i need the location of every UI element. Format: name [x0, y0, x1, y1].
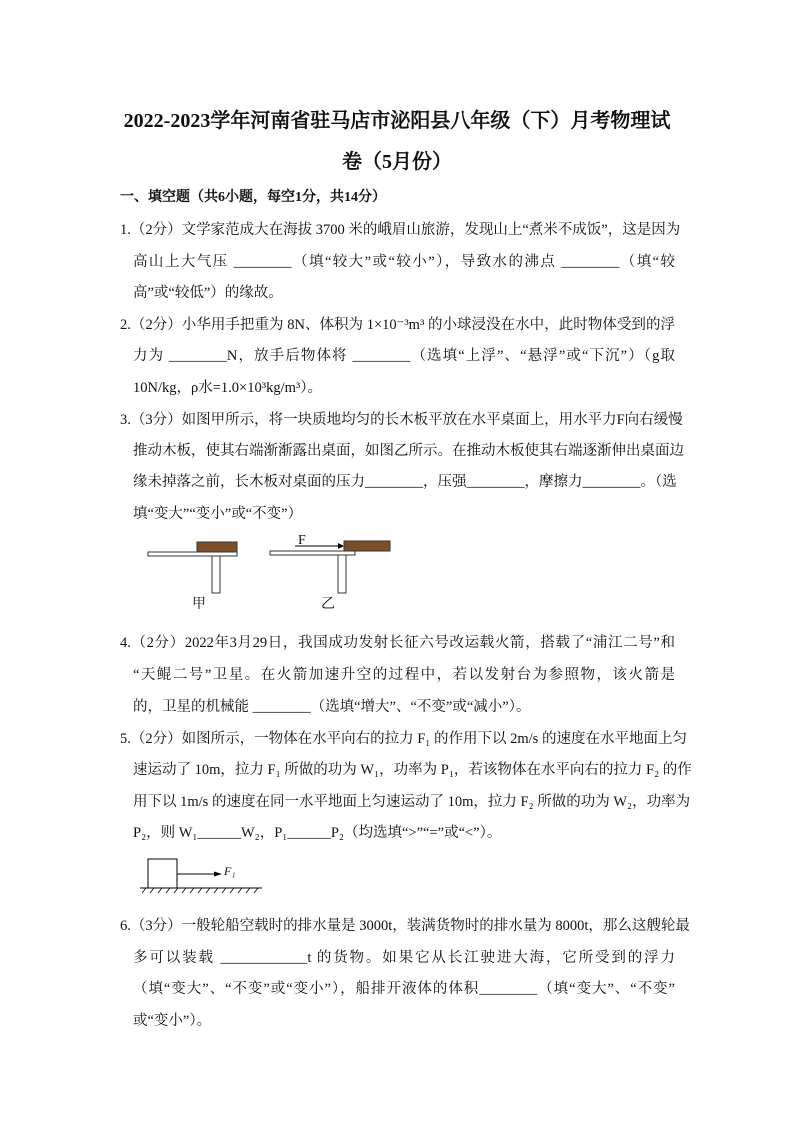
board-table-figure	[140, 530, 400, 600]
table-leg-b	[338, 555, 346, 593]
question-5-line: 用下以 1m/s 的速度在同一水平地面上匀速运动了 10m，拉力 F₂ 所做的功为 W₂，功率为	[133, 794, 691, 810]
question-4-line: “天鲲二号”卫星。在火箭加速升空的过程中，若以发射台为参照物，该火箭是	[133, 667, 675, 683]
table-top-a	[148, 552, 237, 556]
board-b	[344, 541, 390, 551]
question-5-line: 速运动了 10m，拉力 F₁ 所做的功为 W₁，功率为 P₁，若该物体在水平向右的拉力 F₂ 的作	[133, 762, 692, 778]
board-a	[197, 542, 237, 552]
question-2-line: 力为 ________N，放手后物体将 ________（选填“上浮”、“悬浮”或“下沉”）（g取	[133, 348, 675, 364]
figure-label-yi: 乙	[321, 597, 335, 612]
page-title: 2022-2023学年河南省驻马店市泌阳县八年级（下）月考物理试	[123, 110, 671, 132]
question-4-line: 4.（2分）2022年3月29日，我国成功发射长征六号改运载火箭，搭载了“浦江二号”和	[120, 635, 675, 651]
question-2-line: 2.（2分）小华用手把重为 8N、体积为 1×10⁻³m³ 的小球浸没在水中，此时物体受到的浮	[120, 317, 675, 333]
question-1-line: 1.（2分）文学家范成大在海拔 3700 米的峨眉山旅游，发现山上“煮米不成饭”，这是因为	[120, 222, 681, 238]
question-1-line: 高山上大气压 ________（填“较大”或“较小”），导致水的沸点 ________（填“较	[133, 254, 675, 270]
question-2-line: 10N/kg，ρ水=1.0×10³kg/m³）。	[133, 380, 322, 396]
section-heading: 一、填空题（共6小题，每空1分，共14分）	[120, 190, 386, 205]
question-3-line: 填“变大”“变小”或“不变”）	[133, 506, 303, 522]
question-3-line: 缘未掉落之前，长木板对桌面的压力________，压强________，摩擦力________。（选	[133, 474, 677, 490]
question-1-line: 高”或“较低”）的缘故。	[133, 285, 283, 301]
question-6-line: （填“变大”、“不变”或“变小”），船排开液体的体积________（填“变大”、“不变”	[133, 981, 675, 997]
block-pull-figure	[130, 855, 270, 895]
force-label-f1: F₁	[224, 864, 236, 878]
question-4-line: 的，卫星的机械能 ________（选填“增大”、“不变”或“减小”）。	[133, 699, 531, 715]
question-3-line: 3.（3分）如图甲所示，将一块质地均匀的长木板平放在水平桌面上，用水平力F向右缓慢	[120, 412, 683, 428]
question-6-line: 多可以装载 ____________t 的货物。如果它从长江驶进大海，它所受到的浮力	[133, 950, 675, 966]
question-3-line: 推动木板，使其右端渐渐露出桌面，如图乙所示。在推动木板使其右端逐渐伸出桌面边	[133, 443, 684, 459]
table-top-b	[270, 551, 355, 555]
question-6-line: 6.（3分）一般轮船空载时的排水量是 3000t，装满货物时的排水量为 8000t，那么这艘轮最	[120, 918, 690, 934]
question-5-line: P₂，则 W₁______W₂，P₁______P₂（均选填“>”“=”或“<”）。	[133, 825, 502, 841]
question-5-line: 5.（2分）如图所示，一物体在水平向右的拉力 F₁ 的作用下以 2m/s 的速度在水平地面上匀	[120, 731, 687, 747]
block	[148, 859, 177, 888]
page-title-cont: 卷（5月份）	[342, 151, 452, 173]
force-label: F	[298, 533, 306, 548]
figure-label-jia: 甲	[192, 597, 206, 612]
table-leg-a	[212, 556, 220, 593]
question-6-line: 或“变小”）。	[133, 1013, 212, 1029]
